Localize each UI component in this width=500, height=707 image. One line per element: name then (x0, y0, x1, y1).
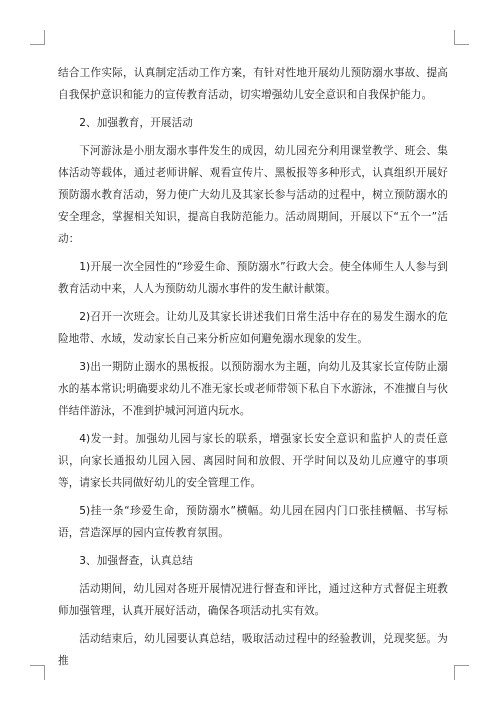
document-page (58, 62, 448, 672)
paragraph-education-body: 下河游泳是小朋友溺水事件发生的成因，幼儿园充分利用课堂教学、班会、集体活动等载体，通过老师讲解、观看宣传片、黑板报等多种形式，认真组织开展好预防溺水教育活动，努力使广大幼儿及其家长参与活动的过程中，树立预防溺水的安全理念，掌握相关知识，提高自我防范能力。活动周期间，开展以下“五个一”活动： (58, 145, 448, 245)
section-heading-supervision: 3、加强督查，认真总结 (79, 555, 193, 567)
crop-mark-bottom-left (30, 665, 45, 680)
paragraph-supervision-body: 活动期间，幼儿园对各班开展情况进行督查和评比，通过这种方式督促主班教师加强管理，认真开展好活动，确保各项活动扎实有效。 (58, 583, 448, 617)
crop-mark-top-left (30, 30, 45, 45)
paragraph-summary: 活动结束后，幼儿园要认真总结，吸取活动过程中的经验教训，兑现奖惩。为推 (58, 633, 448, 667)
crop-mark-bottom-right (454, 665, 469, 680)
crop-mark-top-right (454, 30, 469, 45)
paragraph-intro-continuation: 结合工作实际，认真制定活动工作方案，有针对性地开展幼儿预防溺水事故、提高自我保护意识和能力的宣传教育活动，切实增强幼儿安全意识和自我保护能力。 (58, 67, 448, 101)
list-item-class-meeting: 2)召开一次班会。让幼儿及其家长讲述我们日常生活中存在的易发生溺水的危险地带、水域，发动家长自己来分析应如何避免溺水现象的发生。 (58, 311, 448, 345)
section-heading-education: 2、加强教育，开展活动 (79, 117, 193, 129)
list-item-blackboard: 3)出一期防止溺水的黑板报。以预防溺水为主题，向幼儿及其家长宣传防止溺水的基本常识;明确要求幼儿不准无家长或老师带领下私自下水游泳，不准擅自与伙伴结伴游泳，不准到护城河河道内玩水。 (58, 361, 448, 417)
list-item-banner: 5)挂一条“珍爱生命，预防溺水”横幅。幼儿园在园内门口张挂横幅、书写标语，营造深厚的园内宣传教育氛围。 (58, 505, 448, 539)
list-item-letter: 4)发一封。加强幼儿园与家长的联系，增强家长安全意识和监护人的责任意识，向家长通报幼儿园入园、离园时间和放假、开学时间以及幼儿应遵守的事项等，请家长共同做好幼儿的安全管理工作。 (58, 433, 448, 489)
list-item-assembly: 1)开展一次全园性的“珍爱生命、预防溺水”行政大会。使全体师生人人参与到教育活动中来，人人为预防幼儿溺水事件的发生献计献策。 (58, 261, 448, 295)
